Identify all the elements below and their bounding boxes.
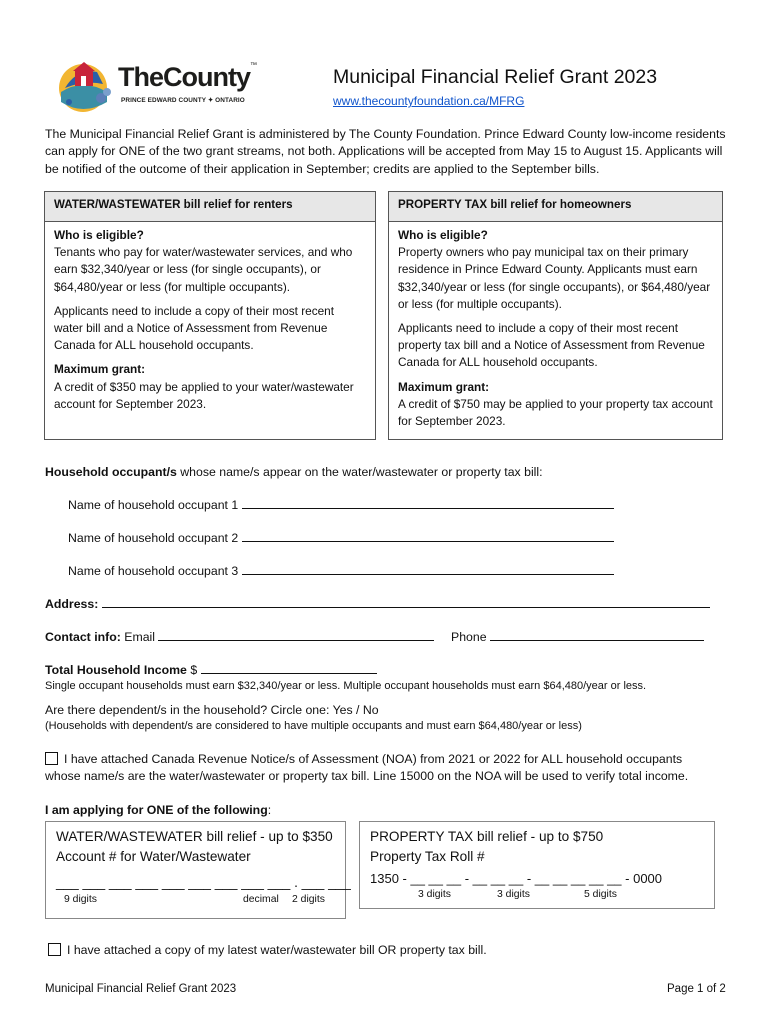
occupant-3-row (68, 563, 614, 578)
water-docs-text: Applicants need to include a copy of their most recent water bill and a Notice of Assessment from Revenue Canada for ALL household occupants. (54, 303, 335, 353)
noa-text-line1: I have attached Canada Revenue Notice/s of Assessment (NOA) from 2021 or 2022 for ALL household occupants (64, 752, 683, 766)
occupant-1-field[interactable] (242, 497, 614, 509)
email-field[interactable] (158, 629, 434, 641)
water-max-label: Maximum grant: (54, 362, 146, 377)
occupant-1-label: Name of household occupant 1 (68, 498, 239, 512)
property-stream-column (388, 191, 723, 440)
water-box-title: WATER/WASTEWATER bill relief - up to $350 (56, 829, 333, 844)
income-label: Total Household Income (45, 663, 187, 677)
contact-row (45, 629, 434, 644)
noa-row (45, 752, 682, 766)
contact-label: Contact info: (45, 630, 121, 644)
email-label: Email (124, 630, 155, 644)
water-digits-2-label: 2 digits (292, 894, 325, 905)
property-eligible-text: Property owners who pay municipal tax on their primary residence in Prince Edward County. Applicants must earn $32,340/year or less (for single occupants), or $64,480/year or less (for multiple occupants). (398, 245, 711, 311)
phone-field[interactable] (490, 629, 704, 641)
water-digits-9-label: 9 digits (64, 894, 97, 905)
address-row (45, 596, 710, 611)
noa-checkbox[interactable] (45, 752, 58, 765)
water-stream-heading: WATER/WASTEWATER bill relief for renters (45, 192, 375, 222)
dependents-note: (Households with dependent/s are considered to have multiple occupants and must earn $64,480/year or less) (45, 720, 582, 732)
property-max-text: A credit of $750 may be applied to your property tax account for September 2023. (398, 396, 713, 429)
income-field[interactable] (201, 662, 377, 674)
phone-label: Phone (451, 630, 487, 644)
foundation-link[interactable]: www.thecountyfoundation.ca/MFRG (333, 94, 525, 108)
occupant-2-field[interactable] (242, 530, 614, 542)
property-digits-3b-label: 3 digits (497, 889, 530, 900)
occupant-1-row (68, 497, 614, 512)
occupant-2-label: Name of household occupant 2 (68, 531, 239, 545)
water-eligible-label: Who is eligible? (54, 228, 144, 242)
property-eligible-label: Who is eligible? (398, 228, 488, 242)
applying-heading: I am applying for ONE of the following: (45, 803, 272, 817)
property-digits-5-label: 5 digits (584, 889, 617, 900)
bill-attached-row (48, 943, 487, 957)
logo-wordmark: TheCounty™ (118, 62, 256, 92)
noa-text-line2: whose name/s are the water/wastewater or property tax bill. Line 15000 on the NOA will be used to verify total income. (45, 769, 689, 783)
property-digits-3a-label: 3 digits (418, 889, 451, 900)
water-eligible-text: Tenants who pay for water/wastewater services, and who earn $32,340/year or less (for single occupants), or $64,480/year or less (for multiple occupants). (54, 245, 353, 294)
property-roll-field[interactable]: 1350 - __ __ __ - __ __ __ - __ __ __ __ __ - 0000 (370, 871, 663, 886)
footer-page-number: Page 1 of 2 (667, 983, 726, 995)
occupant-3-field[interactable] (242, 563, 614, 575)
phone-row (451, 629, 704, 644)
address-field[interactable] (102, 596, 710, 608)
address-label: Address: (45, 597, 99, 611)
water-max-text: A credit of $350 may be applied to your water/wastewater account for September 2023. (54, 379, 354, 411)
county-logo-mark-icon (57, 58, 115, 114)
income-currency: $ (190, 663, 198, 677)
occupant-2-row (68, 530, 614, 545)
income-row (45, 662, 377, 677)
bill-attached-checkbox[interactable] (48, 943, 61, 956)
water-decimal-label: decimal (243, 894, 279, 905)
footer-title: Municipal Financial Relief Grant 2023 (45, 983, 237, 995)
occupant-3-label: Name of household occupant 3 (68, 564, 239, 578)
water-stream-column (44, 191, 376, 440)
property-max-label: Maximum grant: (398, 379, 490, 394)
page-title: Municipal Financial Relief Grant 2023 (333, 66, 658, 88)
property-roll-label: Property Tax Roll # (370, 849, 485, 864)
property-docs-text: Applicants need to include a copy of their most recent property tax bill and a Notice of Assessment from Revenue Canada for ALL household occupants. (398, 321, 705, 370)
county-logo (57, 58, 272, 114)
water-account-field[interactable]: ___ ___ ___ ___ ___ ___ ___ ___ ___ . ___ ___ (56, 875, 351, 890)
water-account-label: Account # for Water/Wastewater (56, 849, 251, 864)
property-relief-box (359, 821, 715, 909)
property-stream-heading: PROPERTY TAX bill relief for homeowners (389, 192, 722, 222)
water-relief-box (45, 821, 351, 919)
logo-tagline: PRINCE EDWARD COUNTY ✦ ONTARIO (121, 97, 245, 104)
intro-paragraph: The Municipal Financial Relief Grant is administered by The County Foundation. Prince Edward County low-income residents can apply for ONE of the two grant streams, not both. Applications will be accepted from May 15 to August 15. Applicants will be notified of the outcome of their application in September; credits are applied to the September bills. (45, 127, 726, 176)
income-note: Single occupant households must earn $32,340/year or less. Multiple occupant households must earn $64,480/year or less. (45, 680, 647, 692)
grant-streams-table (44, 191, 723, 440)
bill-attached-text: I have attached a copy of my latest water/wastewater bill OR property tax bill. (67, 943, 487, 957)
property-box-title: PROPERTY TAX bill relief - up to $750 (370, 829, 604, 844)
dependents-question[interactable]: Are there dependent/s in the household? Circle one: Yes / No (45, 703, 379, 717)
occupants-heading: Household occupant/s whose name/s appear on the water/wastewater or property tax bill: (45, 465, 543, 479)
